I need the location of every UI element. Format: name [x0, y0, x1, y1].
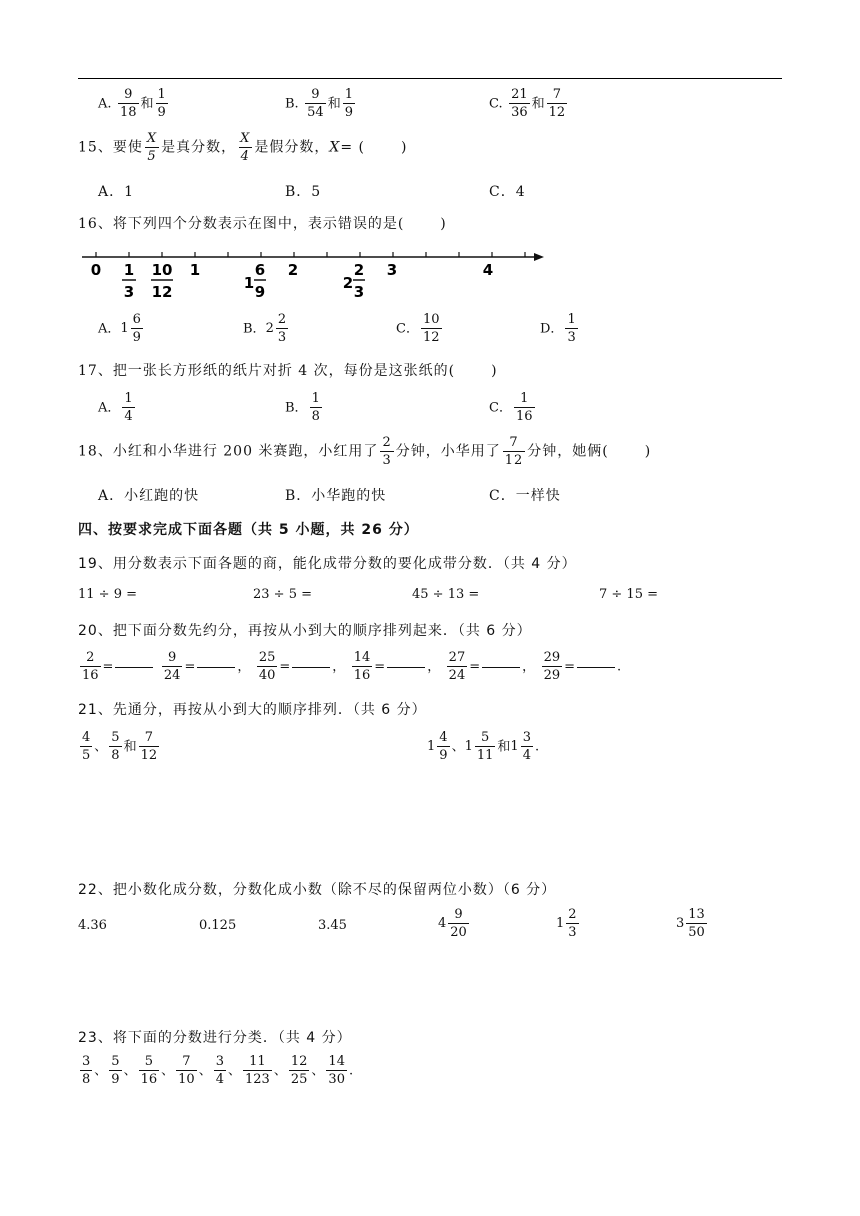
- q18-option-b[interactable]: B．小华跑的快: [285, 488, 387, 504]
- q22-mixed: 1 $\frac{2}{3}$: [556, 907, 577, 940]
- q22-decimal: 3.45: [318, 918, 347, 933]
- question-18: 18、小红和小华进行 200 米赛跑，小红用了 $\frac{2}{3}$ 分钟，小华用了 $\frac{7}{12}$ 分钟，她俩( ): [78, 435, 652, 468]
- q16-option-c[interactable]: C． $\frac{10}{12}$: [396, 312, 440, 345]
- q18-option-c[interactable]: C．一样快: [489, 488, 561, 504]
- question-16: 16、将下列四个分数表示在图中，表示错误的是( ): [78, 216, 447, 232]
- fraction: $\frac{13}{50}$: [688, 907, 705, 940]
- q17-option-c[interactable]: C． $\frac{1}{16}$: [489, 391, 533, 424]
- question-19: 19、用分数表示下面各题的商，能化成带分数的要化成带分数．（共 4 分）: [78, 556, 577, 572]
- fraction: $\frac{1}{9}$: [157, 87, 166, 120]
- nl-label-3: 3: [386, 261, 398, 279]
- question-20: 20、把下面分数先约分，再按从小到大的顺序排列起来．（共 6 分）: [78, 623, 532, 639]
- nl-label-2-2-3-num: 2: [353, 261, 365, 279]
- fraction: $\frac{3}{4}$: [522, 730, 531, 763]
- fraction: $\frac{2}{3}$: [382, 435, 392, 468]
- nl-label-10-12-den: 12: [151, 283, 173, 301]
- fraction: $\frac{4}{9}$: [439, 730, 448, 763]
- fraction: $\frac{X}{5}$: [146, 131, 158, 164]
- nl-label-1-6-9-int: 1: [243, 274, 255, 292]
- q23-fractions: $\frac{3}{8}$ 、 $\frac{5}{9}$ 、 $\frac{5}{16}$ 、 $\frac{7}{10}$ 、 $\frac{3}{4}$ 、 $\frac{11}{123}$ 、 $\frac{12}{25}$ 、 $\frac{14}{30}$ .: [82, 1054, 354, 1087]
- q16-option-d[interactable]: D． $\frac{1}{3}$: [540, 312, 576, 345]
- q19-item: 23 ÷ 5 =: [253, 587, 312, 602]
- q21-left-group: $\frac{4}{5}$ 、 $\frac{5}{8}$ 和 $\frac{7}{12}$: [82, 730, 158, 763]
- fraction: $\frac{5}{8}$: [111, 730, 120, 763]
- answer-blank[interactable]: [577, 666, 615, 668]
- nl-label-2-2-3-int: 2: [342, 274, 354, 292]
- fraction: $\frac{9}{20}$: [450, 907, 467, 940]
- q19-item: 11 ÷ 9 =: [78, 587, 137, 602]
- answer-blank[interactable]: [387, 666, 425, 668]
- q22-decimal: 4.36: [78, 918, 107, 933]
- q22-mixed: 3 $\frac{13}{50}$: [676, 907, 705, 940]
- q17-option-b[interactable]: B． $\frac{1}{8}$: [285, 391, 320, 424]
- question-23: 23、将下面的分数进行分类．（共 4 分）: [78, 1030, 352, 1046]
- fraction: $\frac{7}{12}$: [548, 87, 566, 120]
- answer-blank[interactable]: [292, 666, 330, 668]
- q14-option-a[interactable]: A. $\frac{9}{18}$ 和 $\frac{1}{9}$: [98, 87, 166, 120]
- fraction: $\frac{14}{30}$: [328, 1054, 345, 1087]
- fraction: $\frac{5}{16}$: [140, 1054, 158, 1087]
- nl-label-1: 1: [189, 261, 201, 279]
- fraction: $\frac{4}{5}$: [82, 730, 91, 763]
- nl-label-0: 0: [90, 261, 102, 279]
- fraction: $\frac{27}{24}$: [448, 650, 466, 683]
- q18-option-a[interactable]: A．小红跑的快: [98, 488, 200, 504]
- q14-option-b[interactable]: B. $\frac{9}{54}$ 和 $\frac{1}{9}$: [285, 87, 353, 120]
- q17-option-a[interactable]: A． $\frac{1}{4}$: [98, 391, 133, 424]
- q15-option-a[interactable]: A．1: [98, 184, 135, 200]
- fraction: $\frac{1}{8}$: [311, 391, 320, 424]
- option-label: A.: [98, 96, 112, 112]
- q19-item: 45 ÷ 13 =: [412, 587, 480, 602]
- fraction: $\frac{10}{12}$: [422, 312, 440, 345]
- fraction: $\frac{9}{54}$: [307, 87, 324, 120]
- q20-fractions: $\frac{2}{16}$ = $\frac{9}{24}$ = ， $\frac{25}{40}$ = ， $\frac{14}{16}$ = ， $\frac{27}{24}$ = ， $\frac{29}{29}$ = .: [82, 650, 622, 683]
- fraction: $\frac{2}{16}$: [82, 650, 99, 683]
- nl-label-10-12-num: 10: [151, 261, 173, 279]
- option-label: B.: [285, 96, 299, 112]
- fraction: $\frac{2}{3}$: [277, 312, 287, 345]
- number-line: [76, 244, 548, 304]
- section-heading: 四、按要求完成下面各题（共 5 小题，共 26 分）: [78, 522, 419, 538]
- q22-mixed: 4 $\frac{9}{20}$: [438, 907, 467, 940]
- fraction: $\frac{21}{36}$: [511, 87, 528, 120]
- nl-label-1-6-9-den: 9: [254, 283, 266, 301]
- fraction: $\frac{1}{16}$: [515, 391, 533, 424]
- fraction: $\frac{5}{9}$: [111, 1054, 120, 1087]
- q15-option-c[interactable]: C．4: [489, 184, 526, 200]
- question-17: 17、把一张长方形纸的纸片对折 4 次，每份是这张纸的( ): [78, 363, 498, 379]
- q22-decimal: 0.125: [199, 918, 237, 933]
- fraction: $\frac{9}{18}$: [119, 87, 137, 120]
- fraction: $\frac{6}{9}$: [132, 312, 141, 345]
- nl-label-1-3-num: 1: [123, 261, 135, 279]
- nl-label-2: 2: [287, 261, 299, 279]
- fraction: $\frac{5}{11}$: [476, 730, 494, 763]
- fraction: $\frac{7}{10}$: [178, 1054, 195, 1087]
- option-label: C.: [489, 96, 503, 112]
- nl-label-4: 4: [482, 261, 494, 279]
- fraction: $\frac{1}{9}$: [344, 87, 353, 120]
- nl-label-1-3-den: 3: [123, 283, 135, 301]
- answer-blank[interactable]: [115, 666, 153, 668]
- fraction: $\frac{14}{16}$: [353, 650, 371, 683]
- header-rule: [78, 78, 782, 79]
- fraction: $\frac{25}{40}$: [258, 650, 276, 683]
- question-15: 15、要使 $\frac{X}{5}$ 是真分数， $\frac{X}{4}$ 是假分数，X= ( ): [78, 131, 408, 164]
- fraction: $\frac{29}{29}$: [543, 650, 561, 683]
- q16-option-b[interactable]: B．2 $\frac{2}{3}$: [243, 312, 287, 345]
- q16-option-a[interactable]: A．1 $\frac{6}{9}$: [98, 312, 141, 345]
- nl-label-2-2-3-den: 3: [353, 283, 365, 301]
- answer-blank[interactable]: [482, 666, 520, 668]
- fraction: $\frac{11}{123}$: [245, 1054, 270, 1087]
- fraction: $\frac{2}{3}$: [568, 907, 577, 940]
- q19-item: 7 ÷ 15 =: [599, 587, 658, 602]
- q15-option-b[interactable]: B．5: [285, 184, 322, 200]
- question-21: 21、先通分，再按从小到大的顺序排列．（共 6 分）: [78, 702, 427, 718]
- answer-blank[interactable]: [197, 666, 235, 668]
- q21-right-group: 1 $\frac{4}{9}$ 、1 $\frac{5}{11}$ 和1 $\frac{3}{4}$ .: [427, 730, 540, 763]
- fraction: $\frac{7}{12}$: [504, 435, 524, 468]
- fraction: $\frac{3}{8}$: [82, 1054, 91, 1087]
- question-22: 22、把小数化成分数，分数化成小数（除不尽的保留两位小数）（6 分）: [78, 882, 557, 898]
- fraction: $\frac{7}{12}$: [140, 730, 158, 763]
- q14-option-c[interactable]: C. $\frac{21}{36}$ 和 $\frac{7}{12}$: [489, 87, 566, 120]
- fraction: $\frac{9}{24}$: [163, 650, 181, 683]
- fraction: $\frac{1}{3}$: [567, 312, 576, 345]
- fraction: $\frac{X}{4}$: [240, 131, 251, 164]
- fraction: $\frac{1}{4}$: [124, 391, 133, 424]
- nl-label-1-6-9-num: 6: [254, 261, 266, 279]
- fraction: $\frac{3}{4}$: [215, 1054, 224, 1087]
- fraction: $\frac{12}{25}$: [290, 1054, 308, 1087]
